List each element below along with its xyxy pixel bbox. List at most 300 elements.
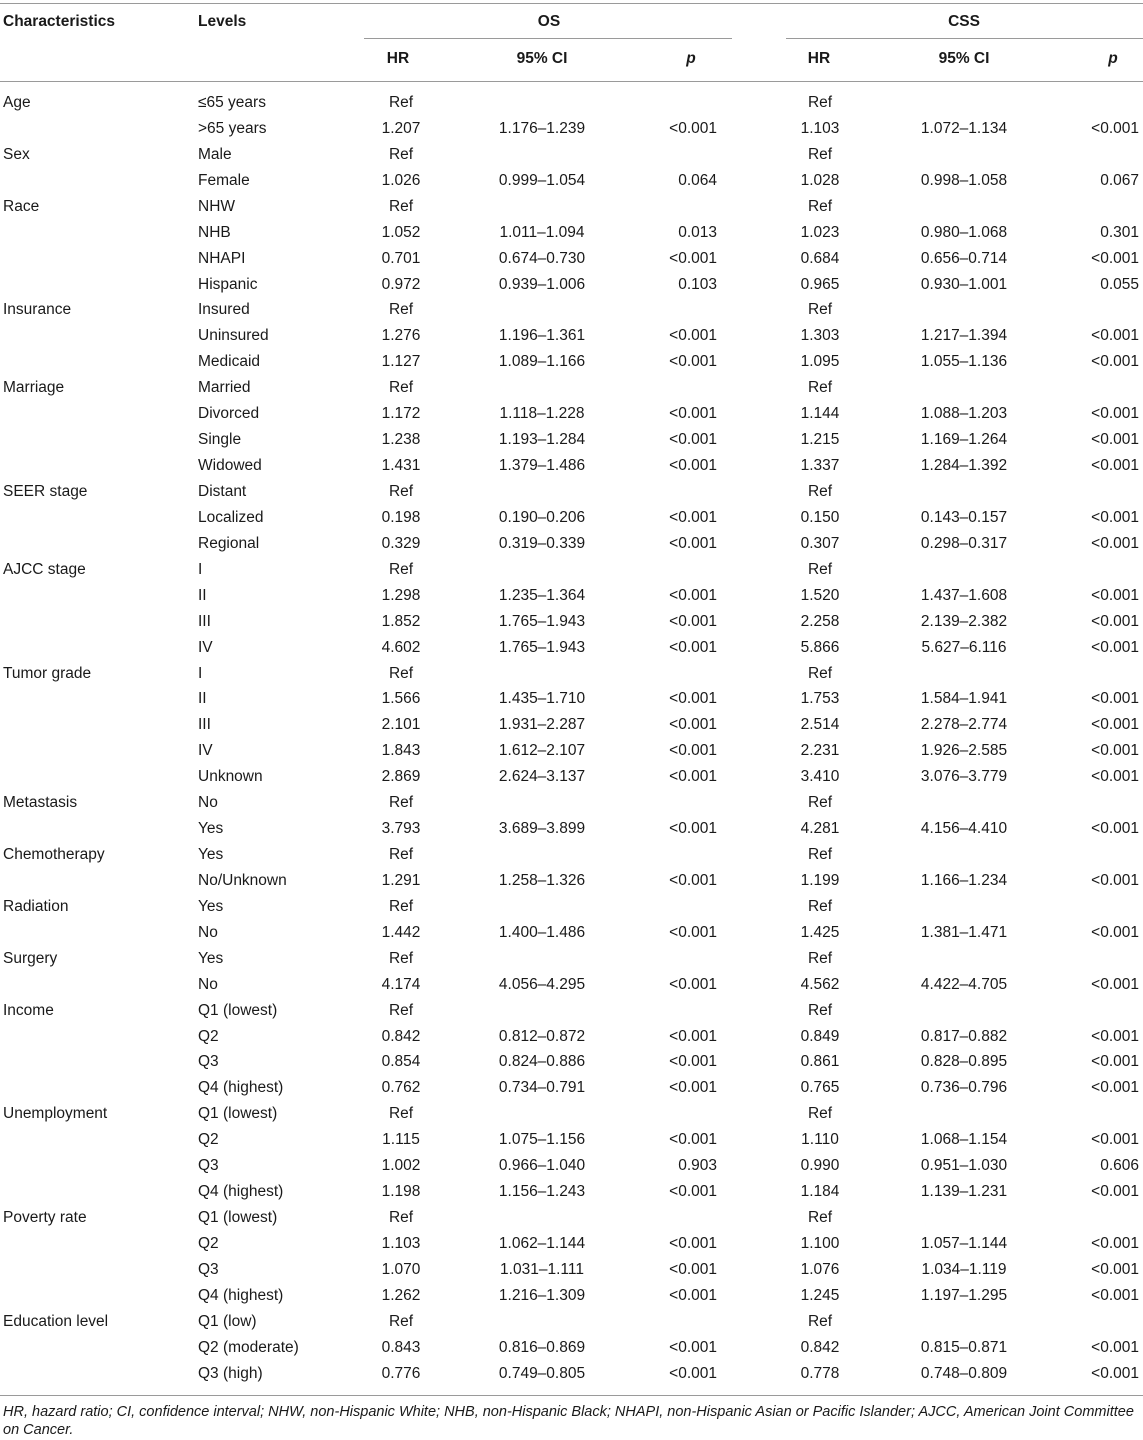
css-hr-cell: 1.028 [800,171,840,189]
characteristic-cell: Radiation [3,897,69,915]
css-ci-cell: 1.072–1.134 [920,119,1008,137]
css-p-cell: <0.001 [1091,431,1139,449]
css-hr-cell: 1.337 [800,457,840,474]
os-hr-cell: 4.174 [381,975,421,993]
os-hr-cell: 1.127 [381,353,421,371]
os-p-cell: <0.001 [669,871,717,889]
os-hr-cell: 0.854 [381,1053,421,1071]
os-hr-cell: Ref [388,846,414,863]
css-hr-cell: 1.199 [800,871,840,889]
os-ci-cell: 1.176–1.239 [498,119,586,137]
css-hr-cell: Ref [807,145,833,163]
level-cell: NHW [198,197,236,215]
os-hr-cell: 3.793 [381,820,421,837]
os-ci-cell: 1.031–1.111 [500,1260,584,1278]
header-css-hr: HR [807,50,831,67]
css-hr-cell: 0.307 [800,534,840,552]
os-hr-cell: 0.776 [381,1364,421,1382]
os-p-cell: <0.001 [669,431,717,449]
os-ci-cell: 0.749–0.805 [498,1364,586,1382]
css-hr-cell: 1.095 [800,353,840,371]
os-hr-cell: 4.602 [381,638,421,656]
level-cell: Medicaid [198,353,261,371]
os-hr-cell: Ref [388,482,414,500]
css-ci-cell: 1.926–2.585 [920,742,1008,760]
os-ci-cell: 1.235–1.364 [498,586,586,604]
css-ci-cell: 2.139–2.382 [920,612,1008,630]
css-ci-cell: 5.627–6.116 [921,638,1007,656]
os-ci-cell: 1.612–2.107 [498,742,586,760]
level-cell: III [198,716,211,734]
level-cell: I [198,664,203,682]
css-ci-cell: 1.381–1.471 [920,923,1008,941]
css-p-cell: <0.001 [1091,1053,1139,1071]
level-cell: Q1 (lowest) [198,1001,278,1019]
css-p-cell: <0.001 [1091,716,1139,734]
css-p-cell: <0.001 [1091,1027,1139,1045]
css-hr-cell: 1.023 [800,223,840,241]
os-ci-cell: 1.258–1.326 [498,871,586,889]
os-p-cell: <0.001 [669,1286,717,1304]
css-hr-cell: Ref [807,1001,833,1019]
level-cell: Localized [198,508,264,526]
os-p-cell: <0.001 [669,820,717,837]
level-cell: NHAPI [198,249,246,267]
os-p-cell: <0.001 [669,1234,717,1252]
os-ci-cell: 0.319–0.339 [498,534,586,552]
css-hr-cell: 1.144 [800,405,840,423]
level-cell: Q4 (highest) [198,1183,284,1201]
css-hr-cell: Ref [807,379,833,397]
css-p-cell: <0.001 [1091,534,1139,552]
level-cell: No [198,975,218,993]
os-hr-cell: 2.101 [381,716,421,734]
css-p-cell: <0.001 [1091,249,1139,267]
level-cell: Insured [198,301,250,319]
os-p-cell: <0.001 [669,1183,717,1201]
css-p-cell: <0.001 [1091,923,1139,941]
level-cell: Q4 (highest) [198,1079,284,1097]
characteristic-cell: Marriage [3,379,65,397]
level-cell: Yes [198,949,224,967]
level-cell: Q4 (highest) [198,1286,284,1304]
css-hr-cell: Ref [807,664,833,682]
css-p-cell: <0.001 [1091,742,1139,760]
css-hr-cell: 1.520 [800,586,840,604]
os-hr-cell: 1.276 [381,327,421,345]
css-hr-cell: 0.849 [800,1027,840,1045]
os-hr-cell: Ref [388,794,414,812]
os-p-cell: <0.001 [669,1027,717,1045]
os-p-cell: 0.064 [678,171,717,189]
os-ci-cell: 0.812–0.872 [498,1027,586,1045]
level-cell: Q2 [198,1027,219,1045]
level-cell: Q2 [198,1234,219,1252]
css-ci-cell: 2.278–2.774 [920,716,1008,734]
os-p-cell: <0.001 [669,405,717,423]
os-p-cell: <0.001 [669,690,717,708]
level-cell: III [198,612,211,630]
os-p-cell: <0.001 [669,638,717,656]
css-ci-cell: 1.057–1.144 [920,1234,1008,1252]
header-levels: Levels [198,13,247,30]
os-group-rule [364,38,732,39]
os-hr-cell: 1.207 [381,119,421,137]
os-hr-cell: 1.103 [381,1234,421,1252]
css-ci-cell: 4.422–4.705 [920,975,1008,993]
os-ci-cell: 1.765–1.943 [498,612,586,630]
os-ci-cell: 1.011–1.094 [499,223,585,241]
os-hr-cell: Ref [388,197,414,215]
css-hr-cell: 1.215 [800,431,840,449]
os-hr-cell: Ref [388,949,414,967]
os-ci-cell: 0.190–0.206 [498,508,586,526]
css-ci-cell: 1.437–1.608 [920,586,1008,604]
css-ci-cell: 1.284–1.392 [920,457,1008,474]
os-ci-cell: 3.689–3.899 [498,820,586,837]
css-hr-cell: 0.965 [800,275,840,293]
css-p-cell: <0.001 [1091,1338,1139,1356]
level-cell: Yes [198,820,224,837]
css-hr-cell: 4.281 [800,820,840,837]
os-p-cell: <0.001 [669,1131,717,1149]
os-hr-cell: 1.238 [381,431,421,449]
os-hr-cell: 1.052 [381,223,421,241]
css-ci-cell: 0.828–0.895 [920,1053,1008,1071]
os-hr-cell: 1.172 [381,405,421,423]
os-hr-cell: 0.762 [381,1079,421,1097]
css-hr-cell: Ref [807,1312,833,1330]
level-cell: Q3 [198,1157,219,1175]
css-hr-cell: 1.303 [800,327,840,345]
css-ci-cell: 1.584–1.941 [920,690,1008,708]
os-hr-cell: 0.701 [381,249,421,267]
characteristic-cell: Race [3,197,40,215]
os-p-cell: <0.001 [669,1260,717,1278]
css-hr-cell: 1.076 [800,1260,840,1278]
table-top-rule [0,3,1143,4]
characteristic-cell: Age [3,94,31,111]
os-p-cell: 0.103 [678,275,717,293]
characteristic-cell: Chemotherapy [3,846,105,863]
css-hr-cell: 1.425 [800,923,840,941]
level-cell: Widowed [198,457,262,474]
os-ci-cell: 0.816–0.869 [498,1338,586,1356]
css-ci-cell: 1.166–1.234 [920,871,1008,889]
os-hr-cell: 0.329 [381,534,421,552]
os-hr-cell: 0.842 [381,1027,421,1045]
css-p-cell: <0.001 [1091,353,1139,371]
css-hr-cell: 0.765 [800,1079,840,1097]
os-hr-cell: 0.972 [381,275,421,293]
css-p-cell: <0.001 [1091,1079,1139,1097]
css-hr-cell: 5.866 [800,638,840,656]
css-p-cell: <0.001 [1091,975,1139,993]
os-ci-cell: 1.118–1.228 [499,405,585,423]
os-p-cell: <0.001 [669,327,717,345]
css-group-rule [786,38,1143,39]
os-hr-cell: 1.002 [381,1157,421,1175]
os-ci-cell: 1.156–1.243 [498,1183,586,1201]
css-ci-cell: 1.068–1.154 [920,1131,1008,1149]
css-p-cell: <0.001 [1091,1260,1139,1278]
os-p-cell: 0.013 [678,223,717,241]
os-ci-cell: 0.674–0.730 [498,249,586,267]
os-hr-cell: 1.026 [381,171,421,189]
css-ci-cell: 1.217–1.394 [920,327,1008,345]
css-ci-cell: 0.980–1.068 [920,223,1008,241]
table-header-rule [0,81,1143,82]
header-os-hr: HR [386,50,410,67]
level-cell: Distant [198,482,247,500]
css-hr-cell: 0.150 [800,508,840,526]
css-hr-cell: 4.562 [800,975,840,993]
css-ci-cell: 1.169–1.264 [920,431,1008,449]
css-ci-cell: 0.298–0.317 [920,534,1008,552]
level-cell: >65 years [198,119,267,137]
level-cell: Married [198,379,251,397]
os-p-cell: <0.001 [669,768,717,786]
level-cell: Divorced [198,405,260,423]
level-cell: ≤65 years [198,94,266,111]
os-ci-cell: 0.999–1.054 [498,171,586,189]
characteristic-cell: Education level [3,1312,109,1330]
css-hr-cell: 2.514 [800,716,840,734]
css-p-cell: 0.055 [1100,275,1139,293]
css-hr-cell: 2.258 [800,612,840,630]
css-p-cell: <0.001 [1091,871,1139,889]
os-hr-cell: 1.291 [381,871,421,889]
level-cell: II [198,690,207,708]
css-p-cell: <0.001 [1091,119,1139,137]
os-hr-cell: Ref [388,94,414,111]
os-ci-cell: 1.075–1.156 [498,1131,586,1149]
css-p-cell: <0.001 [1091,768,1139,786]
css-hr-cell: 1.110 [801,1131,839,1149]
os-p-cell: <0.001 [669,923,717,941]
os-ci-cell: 0.939–1.006 [498,275,586,293]
css-p-cell: <0.001 [1091,1234,1139,1252]
os-ci-cell: 1.435–1.710 [498,690,586,708]
level-cell: No/Unknown [198,871,287,889]
os-p-cell: <0.001 [669,716,717,734]
characteristic-cell: Tumor grade [3,664,92,682]
os-p-cell: <0.001 [669,508,717,526]
level-cell: Q3 [198,1053,219,1071]
level-cell: Uninsured [198,327,269,345]
css-p-cell: <0.001 [1091,586,1139,604]
os-hr-cell: Ref [388,560,414,578]
level-cell: Q3 [198,1260,219,1278]
css-hr-cell: Ref [807,94,833,111]
os-ci-cell: 1.400–1.486 [498,923,586,941]
level-cell: Q3 (high) [198,1364,263,1382]
css-hr-cell: 0.778 [800,1364,840,1382]
css-p-cell: 0.301 [1100,223,1139,241]
css-p-cell: <0.001 [1091,820,1139,837]
os-p-cell: <0.001 [669,742,717,760]
os-p-cell: <0.001 [669,586,717,604]
os-ci-cell: 1.379–1.486 [498,457,586,474]
level-cell: Yes [198,897,224,915]
css-p-cell: <0.001 [1091,690,1139,708]
css-hr-cell: 1.103 [800,119,840,137]
header-os: OS [537,13,561,30]
table-footnote: HR, hazard ratio; CI, confidence interval; NHW, non-Hispanic White; NHB, non-Hispanic Black; NHAPI, non-Hispanic Asian or Pacific Islander; AJCC, American Joint Committee on Cancer. [3,1404,1134,1438]
level-cell: II [198,586,207,604]
css-p-cell: <0.001 [1091,457,1139,474]
css-hr-cell: 0.684 [800,249,840,267]
os-p-cell: <0.001 [669,1053,717,1071]
os-ci-cell: 1.196–1.361 [498,327,586,345]
characteristic-cell: Income [3,1001,54,1019]
os-hr-cell: 1.115 [382,1131,420,1149]
os-p-cell: <0.001 [669,249,717,267]
os-ci-cell: 4.056–4.295 [498,975,586,993]
os-hr-cell: 0.843 [381,1338,421,1356]
css-ci-cell: 0.930–1.001 [920,275,1008,293]
css-p-cell: <0.001 [1091,1286,1139,1304]
css-ci-cell: 0.143–0.157 [920,508,1008,526]
level-cell: IV [198,742,213,760]
os-p-cell: <0.001 [669,119,717,137]
os-p-cell: <0.001 [669,353,717,371]
css-hr-cell: Ref [807,482,833,500]
os-ci-cell: 0.824–0.886 [498,1053,586,1071]
level-cell: Regional [198,534,260,552]
css-ci-cell: 0.815–0.871 [920,1338,1008,1356]
os-hr-cell: 2.869 [381,768,421,786]
css-p-cell: <0.001 [1091,1364,1139,1382]
level-cell: Unknown [198,768,263,786]
level-cell: No [198,794,218,812]
css-ci-cell: 0.736–0.796 [920,1079,1008,1097]
header-characteristics: Characteristics [3,13,116,30]
header-os-p: p [686,50,696,67]
characteristic-cell: Metastasis [3,794,78,812]
os-ci-cell: 1.089–1.166 [498,353,586,371]
css-hr-cell: Ref [807,949,833,967]
level-cell: Yes [198,846,224,863]
level-cell: Hispanic [198,275,258,293]
os-hr-cell: Ref [388,379,414,397]
css-p-cell: 0.067 [1100,171,1139,189]
os-ci-cell: 2.624–3.137 [498,768,586,786]
css-hr-cell: Ref [807,897,833,915]
css-ci-cell: 1.197–1.295 [920,1286,1008,1304]
css-p-cell: <0.001 [1091,1183,1139,1201]
os-p-cell: <0.001 [669,534,717,552]
level-cell: I [198,560,203,578]
os-hr-cell: Ref [388,1105,414,1123]
os-p-cell: 0.903 [678,1157,717,1175]
css-hr-cell: 1.753 [800,690,840,708]
os-hr-cell: Ref [388,1209,414,1226]
css-hr-cell: 1.100 [800,1234,840,1252]
os-hr-cell: Ref [388,1001,414,1019]
os-hr-cell: 1.843 [381,742,421,760]
css-p-cell: <0.001 [1091,1131,1139,1149]
header-css: CSS [948,13,980,30]
level-cell: Male [198,145,232,163]
css-ci-cell: 0.656–0.714 [920,249,1008,267]
css-ci-cell: 0.748–0.809 [920,1364,1008,1382]
os-p-cell: <0.001 [669,457,717,474]
os-ci-cell: 1.062–1.144 [498,1234,586,1252]
os-p-cell: <0.001 [669,612,717,630]
os-ci-cell: 0.966–1.040 [498,1157,586,1175]
css-ci-cell: 3.076–3.779 [920,768,1008,786]
css-hr-cell: 0.990 [800,1157,840,1175]
css-hr-cell: Ref [807,794,833,812]
os-p-cell: <0.001 [669,975,717,993]
characteristic-cell: Unemployment [3,1105,108,1123]
level-cell: Q2 (moderate) [198,1338,299,1356]
css-p-cell: <0.001 [1091,508,1139,526]
css-p-cell: 0.606 [1100,1157,1139,1175]
level-cell: Q1 (lowest) [198,1105,278,1123]
css-ci-cell: 1.034–1.119 [921,1260,1007,1278]
header-css-p: p [1108,50,1118,67]
css-hr-cell: 1.245 [800,1286,840,1304]
css-hr-cell: Ref [807,197,833,215]
os-ci-cell: 1.193–1.284 [498,431,586,449]
os-hr-cell: 1.262 [381,1286,421,1304]
css-p-cell: <0.001 [1091,638,1139,656]
os-ci-cell: 1.931–2.287 [498,716,586,734]
os-hr-cell: 1.070 [381,1260,421,1278]
level-cell: Q2 [198,1131,219,1149]
level-cell: Q1 (lowest) [198,1209,278,1226]
css-hr-cell: 3.410 [800,768,840,786]
level-cell: No [198,923,218,941]
css-ci-cell: 1.139–1.231 [920,1183,1008,1201]
os-p-cell: <0.001 [669,1079,717,1097]
css-p-cell: <0.001 [1091,405,1139,423]
characteristic-cell: AJCC stage [3,560,86,578]
os-hr-cell: 1.566 [381,690,421,708]
css-hr-cell: Ref [807,560,833,578]
os-hr-cell: Ref [388,145,414,163]
css-ci-cell: 1.055–1.136 [920,353,1008,371]
os-hr-cell: 1.198 [381,1183,421,1201]
header-css-ci: 95% CI [938,50,990,67]
os-hr-cell: Ref [388,301,414,319]
os-ci-cell: 1.216–1.309 [498,1286,586,1304]
os-hr-cell: Ref [388,664,414,682]
css-ci-cell: 0.817–0.882 [920,1027,1008,1045]
os-hr-cell: 1.442 [381,923,421,941]
os-hr-cell: 0.198 [381,508,421,526]
css-hr-cell: Ref [807,1209,833,1226]
level-cell: Q1 (low) [198,1312,257,1330]
os-hr-cell: 1.852 [381,612,421,630]
os-p-cell: <0.001 [669,1364,717,1382]
css-hr-cell: 0.861 [800,1053,840,1071]
table-bottom-rule [0,1395,1143,1396]
characteristic-cell: Poverty rate [3,1209,87,1226]
level-cell: Female [198,171,250,189]
characteristic-cell: Insurance [3,301,72,319]
characteristic-cell: Sex [3,145,30,163]
css-hr-cell: Ref [807,301,833,319]
characteristic-cell: SEER stage [3,482,88,500]
level-cell: NHB [198,223,231,241]
css-hr-cell: 2.231 [800,742,840,760]
os-ci-cell: 0.734–0.791 [498,1079,586,1097]
level-cell: IV [198,638,213,656]
css-ci-cell: 4.156–4.410 [920,820,1008,837]
